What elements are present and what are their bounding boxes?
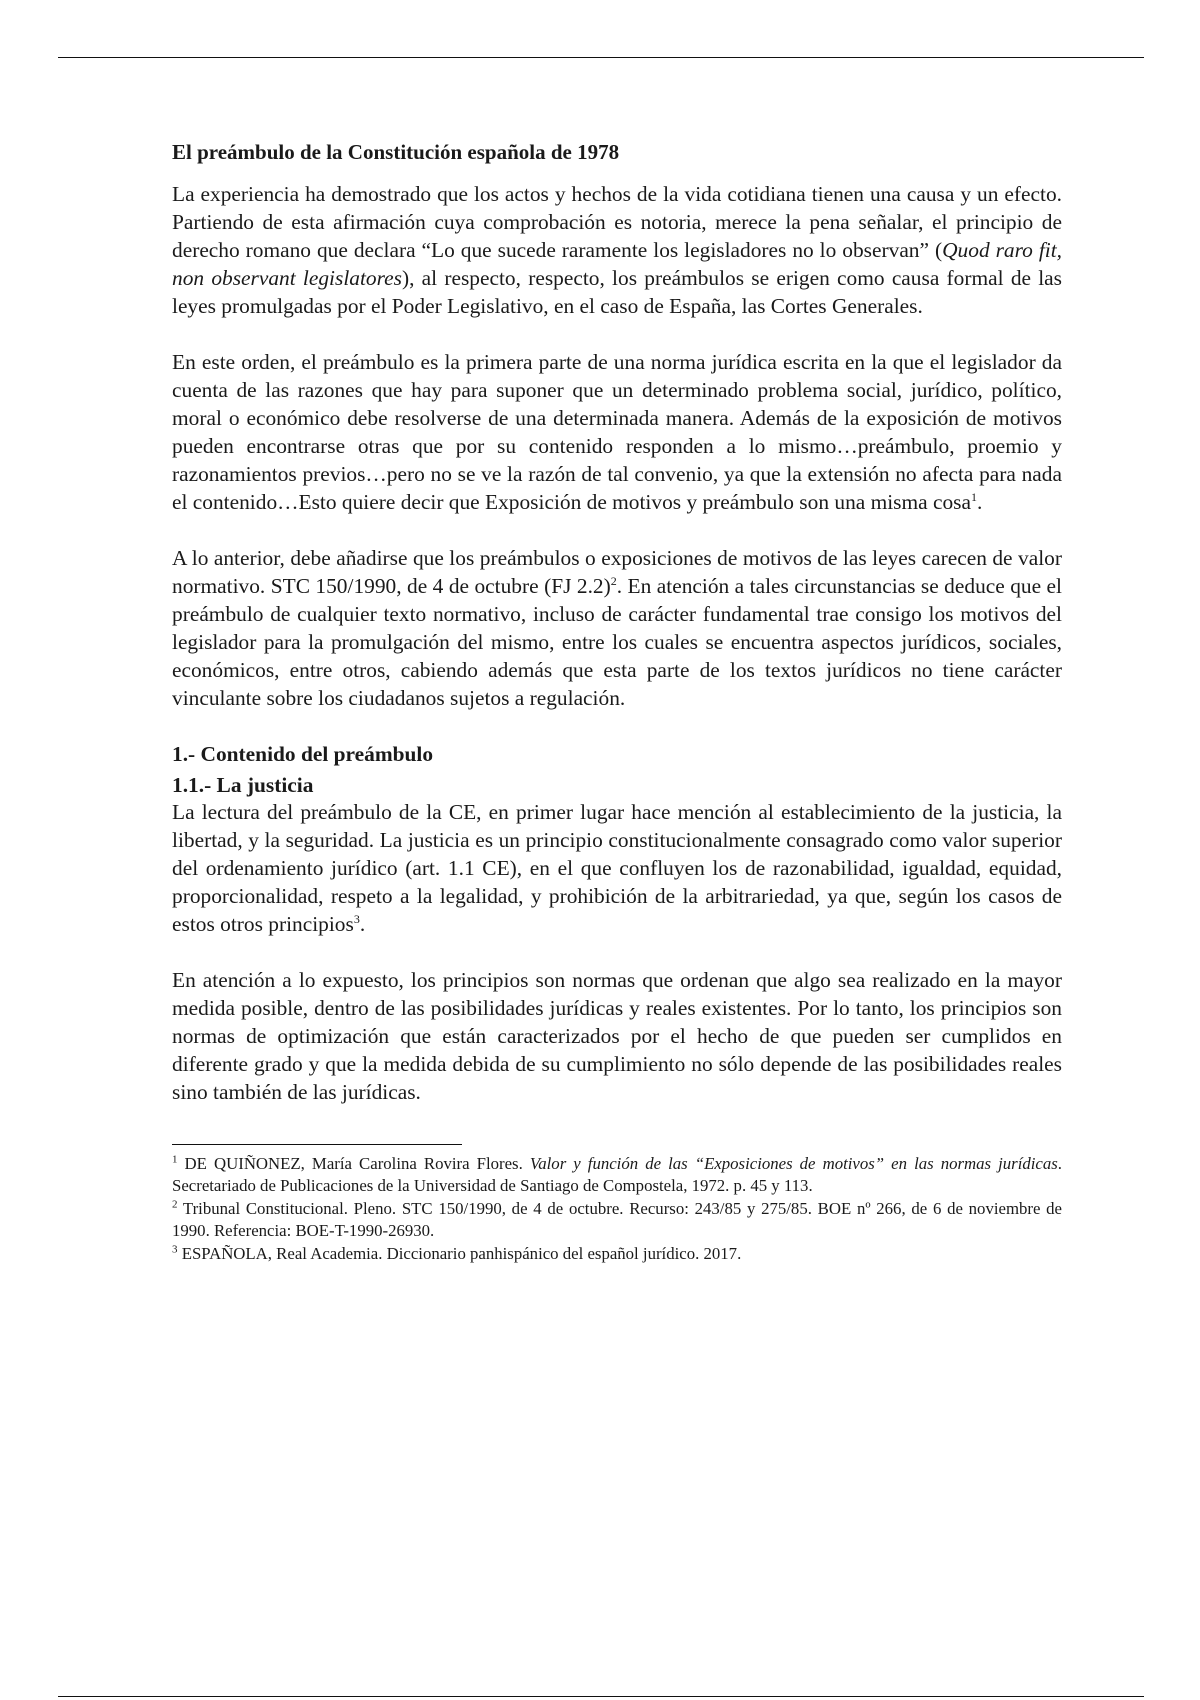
header-rule [58,57,1144,58]
paragraph-3 [172,544,1062,712]
paragraph-4 [172,798,1062,938]
paragraph-5: En atención a lo expuesto, los principios son normas que ordenan que algo sea realizado en la mayor medida posible, dentro de las posibilidades jurídicas y reales existentes. Por lo tanto, los principios son normas de optimización que están caracterizados por el hecho de que pueden ser cumplidos en diferente grado y que la medida debida de su cumplimiento no sólo depende de las posibilidades reales sino también de las jurídicas. [172,968,1062,1104]
footnote-ref-2[interactable]: 2 [610,573,617,588]
footnote-2 [172,1198,1062,1243]
footnote-number: 1 [172,1153,178,1166]
footnote-text-a: DE QUIÑONEZ, María Carolina Rovira Flores. [177,1154,530,1173]
section-heading: 1.- Contenido del preámbulo [172,742,434,766]
paragraph-3-text-b: . En atención a tales circunstancias se deduce que el preámbulo de cualquier texto normativo, incluso de carácter fundamental trae consigo los motivos del legislador para la promulgación del mismo, entre los cuales se encuentra aspectos jurídicos, sociales, económicos, entre otros, cabiendo además que esta parte de los textos jurídicos no tiene carácter vinculante sobre los ciudadanos sujetos a regulación. [172,574,1062,710]
footnote-number: 2 [172,1198,178,1211]
footnote-text: Tribunal Constitucional. Pleno. STC 150/1990, de 4 de octubre. Recurso: 243/85 y 275/85. BOE nº 266, de 6 de noviembre de 1990. Referencia: BOE-T-1990-26930. [172,1198,1062,1241]
footnote-ref-1[interactable]: 1 [971,489,977,504]
footnote-separator [172,1144,462,1145]
paragraph-1-text-a: La experiencia ha demostrado que los actos y hechos de la vida cotidiana tienen una causa y un efecto. Partiendo de esta afirmación cuya comprobación es notoria, merece la pena señalar, el principio de derecho romano que declara “Lo que sucede raramente los legisladores no lo observan” ( [172,182,1062,262]
footnote-3 [172,1243,1062,1265]
document-body [172,138,1062,1265]
paragraph-1 [172,180,1062,320]
paragraph-2-text: En este orden, el preámbulo es la primera parte de una norma jurídica escrita en la que el legislador da cuenta de las razones que hay para suponer que un determinado problema social, jurídico, político, moral o económico debe resolverse de una determinada manera. Además de la exposición de motivos pueden encontrarse otras que por su contenido responden a lo mismo…preámbulo, proemio y razonamientos previos…pero no se ve la razón de tal convenio, ya que la extensión no afecta para nada el contenido…Esto quiere decir que Exposición de motivos y preámbulo son una misma cosa [172,350,1062,514]
paragraph-2-end: . [977,490,983,514]
footnote-text-b: . Secretariado de Publicaciones de la Universidad de Santiago de Compostela, 1972. p. 45 y 113. [172,1154,1062,1196]
paragraph-1-text-b: ), al respecto, respecto, los preámbulos se erigen como causa formal de las leyes promulgadas por el Poder Legislativo, en el caso de España, las Cortes Generales. [172,266,1063,318]
footnote-book-title: Valor y función de las “Exposiciones de motivos” en las normas jurídicas [529,1154,1058,1173]
paragraph-4-end: . [359,912,366,936]
footer-rule [58,1696,1144,1697]
latin-maxim: Quod raro fit, non observant legislatores [172,238,1063,290]
paragraph-2 [172,348,1062,516]
footnote-number: 3 [172,1243,178,1256]
footnote-text: ESPAÑOLA, Real Academia. Diccionario panhispánico del español jurídico. 2017. [177,1243,742,1263]
subsection-heading: 1.1.- La justicia [172,773,314,797]
footnote-ref-3[interactable]: 3 [353,911,360,926]
document-title: El preámbulo de la Constitución española de 1978 [172,140,620,164]
paragraph-3-text-a: A lo anterior, debe añadirse que los preámbulos o exposiciones de motivos de las leyes carecen de valor normativo. STC 150/1990, de 4 de octubre (FJ 2.2) [172,546,1062,598]
paragraph-4-text: La lectura del preámbulo de la CE, en primer lugar hace mención al establecimiento de la justicia, la libertad, y la seguridad. La justicia es un principio constitucionalmente consagrado como valor superior del ordenamiento jurídico (art. 1.1 CE), en el que confluyen los de razonabilidad, igualdad, equidad, proporcionalidad, respeto a la legalidad, y prohibición de la arbitrariedad, ya que, según los casos de estos otros principios [172,800,1062,936]
footnote-1 [172,1153,1062,1198]
